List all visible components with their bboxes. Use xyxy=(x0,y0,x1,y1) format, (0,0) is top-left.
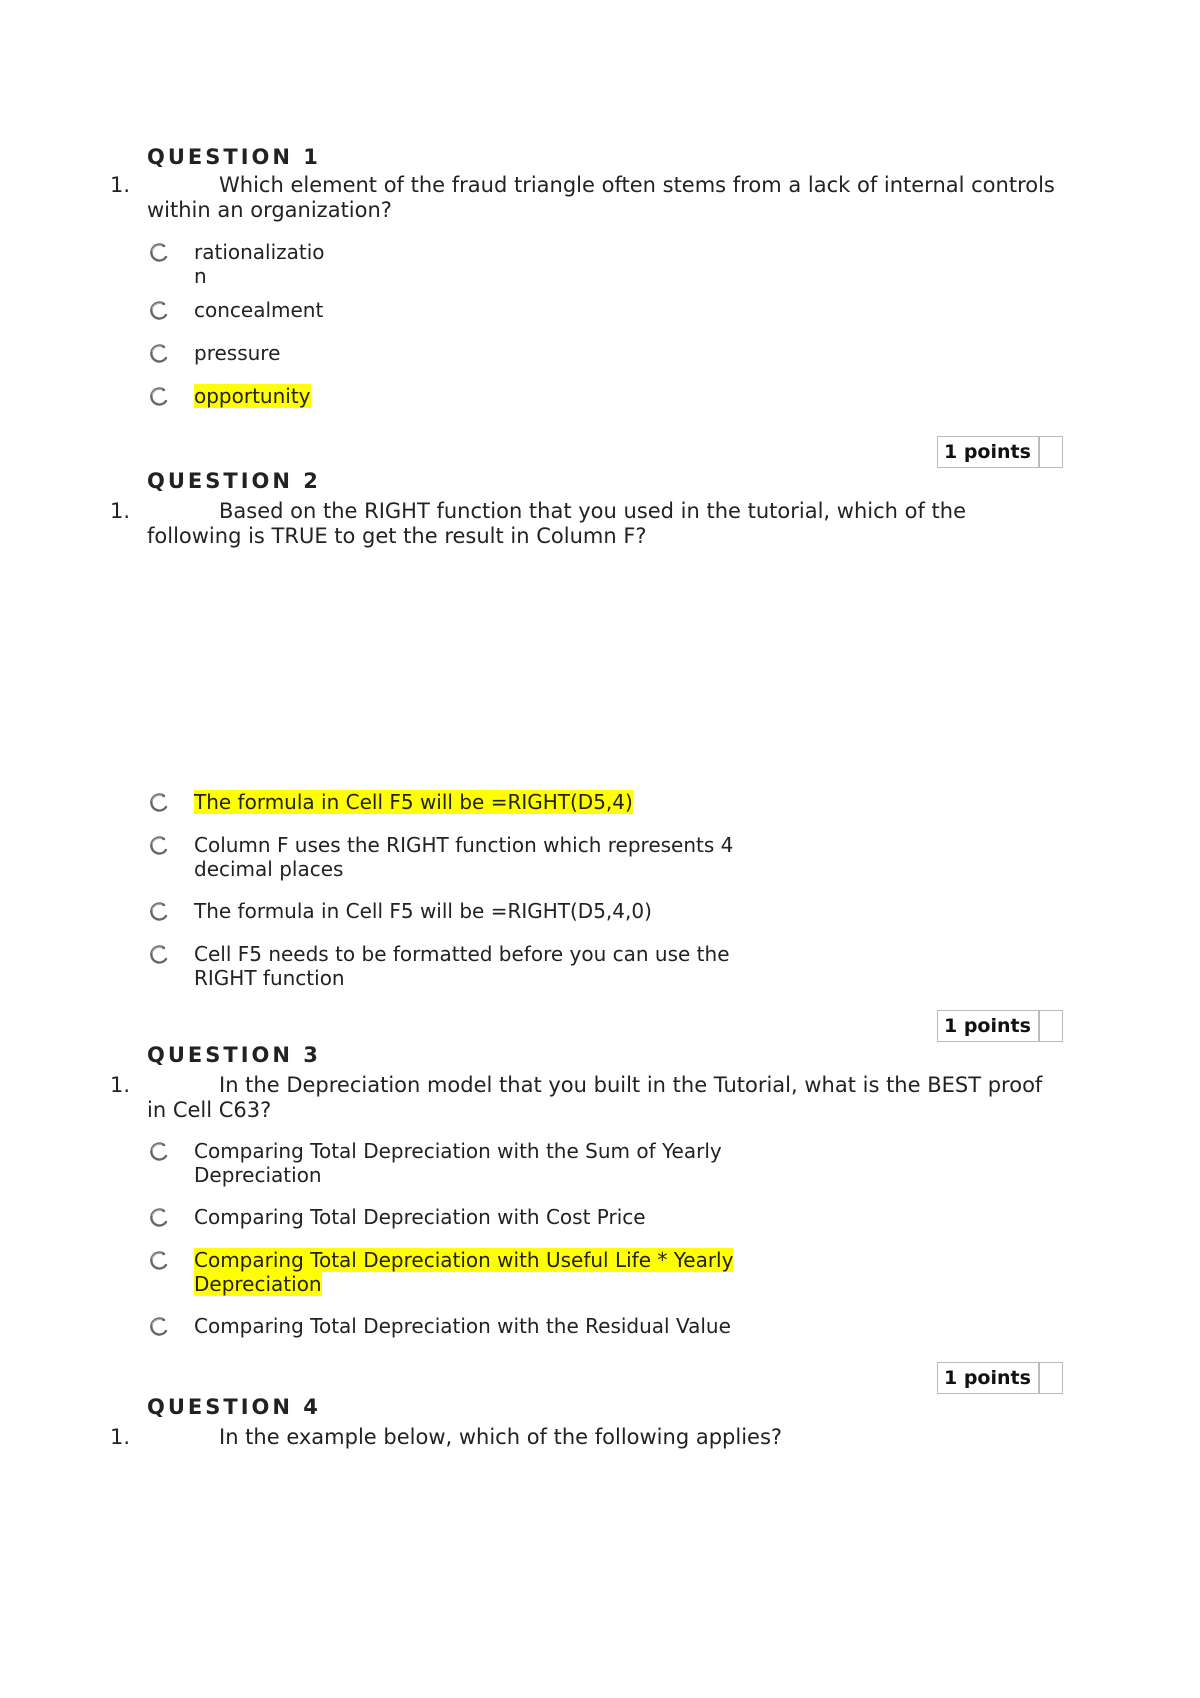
question-4-number: 1. xyxy=(110,1425,131,1449)
q2-option-1-label: The formula in Cell F5 will be =RIGHT(D5,4) xyxy=(194,790,633,814)
question-2-number: 1. xyxy=(110,499,131,523)
question-3-number: 1. xyxy=(110,1073,131,1097)
q3-points-badge xyxy=(937,1362,1063,1394)
q3-points-label: 1 points xyxy=(944,1367,1031,1389)
q3-option-3-label: Comparing Total Depreciation with Useful Life * Yearly Depreciation xyxy=(194,1248,734,1296)
question-1-number: 1. xyxy=(110,173,131,197)
radio-icon[interactable] xyxy=(148,1141,170,1163)
q3-points-input[interactable] xyxy=(1038,1363,1062,1393)
q1-option-2[interactable] xyxy=(148,298,323,322)
q2-points-input[interactable] xyxy=(1038,1011,1062,1041)
radio-icon[interactable] xyxy=(148,792,170,814)
q2-option-4[interactable] xyxy=(148,942,754,990)
radio-icon[interactable] xyxy=(148,1207,170,1229)
q2-option-2[interactable] xyxy=(148,833,754,881)
q3-option-2[interactable] xyxy=(148,1205,646,1229)
radio-icon[interactable] xyxy=(148,1316,170,1338)
q3-option-4-label: Comparing Total Depreciation with the Residual Value xyxy=(194,1314,731,1338)
q1-option-1-label: rationalizatio n xyxy=(194,240,325,288)
radio-icon[interactable] xyxy=(148,944,170,966)
q3-option-4[interactable] xyxy=(148,1314,731,1338)
question-2-text: Based on the RIGHT function that you used in the tutorial, which of the following is TRUE to get the result in Column F? xyxy=(147,499,967,548)
radio-icon[interactable] xyxy=(148,835,170,857)
question-4-text: In the example below, which of the following applies? xyxy=(219,1425,783,1449)
question-3-title: QUESTION 3 xyxy=(147,1043,321,1067)
q1-option-1[interactable] xyxy=(148,240,334,288)
q1-points-label: 1 points xyxy=(944,441,1031,463)
q2-option-2-label: Column F uses the RIGHT function which represents 4 decimal places xyxy=(194,833,734,881)
q1-option-2-label: concealment xyxy=(194,298,324,322)
question-1-title: QUESTION 1 xyxy=(147,145,321,169)
q3-option-2-label: Comparing Total Depreciation with Cost Price xyxy=(194,1205,646,1229)
q2-option-3-label: The formula in Cell F5 will be =RIGHT(D5,4,0) xyxy=(194,899,652,923)
q3-option-1-label: Comparing Total Depreciation with the Sum of Yearly Depreciation xyxy=(194,1139,722,1187)
question-3-text: In the Depreciation model that you built in the Tutorial, what is the BEST proof in Cell C63? xyxy=(147,1073,1043,1122)
q2-points-label: 1 points xyxy=(944,1015,1031,1037)
q2-points-badge xyxy=(937,1010,1063,1042)
question-1-text: Which element of the fraud triangle often stems from a lack of internal controls within an organization? xyxy=(147,173,1055,222)
q1-option-3[interactable] xyxy=(148,341,280,365)
q2-option-4-label: Cell F5 needs to be formatted before you can use the RIGHT function xyxy=(194,942,730,990)
radio-icon[interactable] xyxy=(148,343,170,365)
radio-icon[interactable] xyxy=(148,901,170,923)
q1-option-4-label: opportunity xyxy=(194,384,311,408)
radio-icon[interactable] xyxy=(148,386,170,408)
q2-option-1[interactable] xyxy=(148,790,633,814)
radio-icon[interactable] xyxy=(148,300,170,322)
q2-option-3[interactable] xyxy=(148,899,652,923)
q1-points-badge xyxy=(937,436,1063,468)
q3-option-1[interactable] xyxy=(148,1139,754,1187)
q3-option-3[interactable] xyxy=(148,1248,754,1296)
question-2-title: QUESTION 2 xyxy=(147,469,321,493)
q1-option-4[interactable] xyxy=(148,384,311,408)
q1-option-3-label: pressure xyxy=(194,341,281,365)
q1-points-input[interactable] xyxy=(1038,437,1062,467)
radio-icon[interactable] xyxy=(148,1250,170,1272)
question-4-title: QUESTION 4 xyxy=(147,1395,321,1419)
radio-icon[interactable] xyxy=(148,242,170,264)
